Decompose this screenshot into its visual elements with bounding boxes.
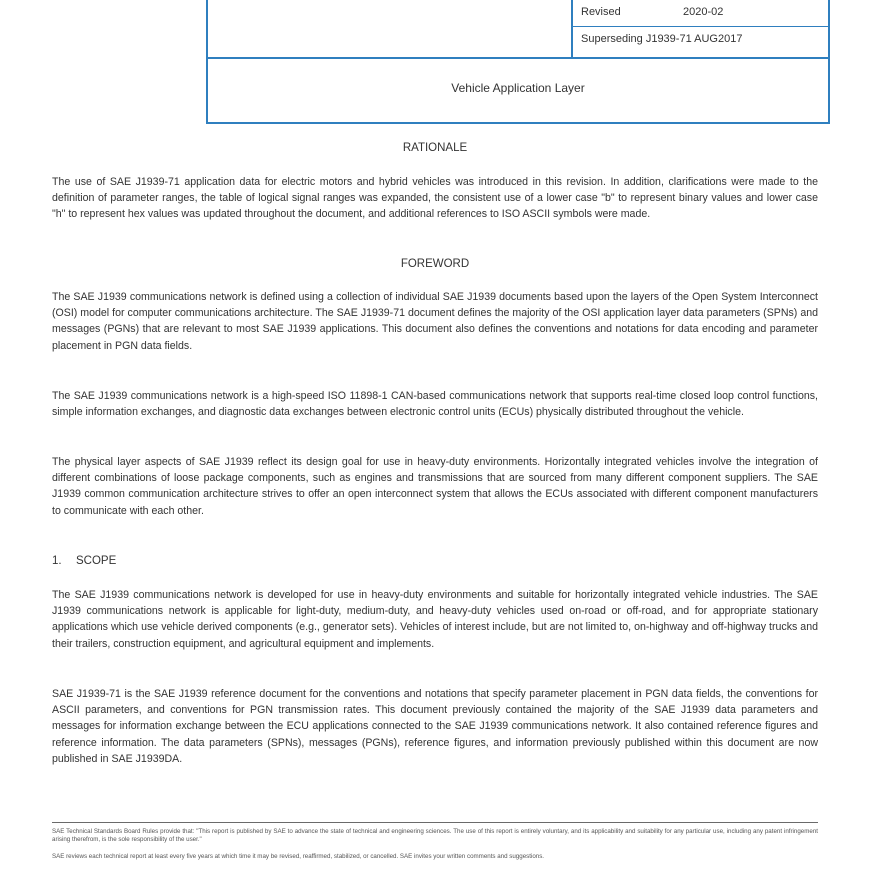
- revised-date: 2020-02: [683, 6, 724, 18]
- superseding-row: [573, 27, 828, 53]
- header-top-row: [208, 0, 828, 59]
- footer-disclaimer: SAE Technical Standards Board Rules provide that: "This report is published by SAE to advance the state of technical and engineering sciences. The use of this report is entirely voluntary, and its applicability and suitability for any particular use, including any patent infringement arising therefrom, is the sole responsibility of the user.": [52, 828, 818, 843]
- foreword-heading: FOREWORD: [400, 258, 470, 270]
- superseding-text: Superseding J1939-71 AUG2017: [581, 33, 743, 45]
- header-revision-cell: [573, 0, 828, 57]
- header-left-cell: [208, 0, 573, 57]
- foreword-paragraph-1: The SAE J1939 communications network is defined using a collection of individual SAE J1939 documents based upon the layers of the Open System Interconnect (OSI) model for computer communications architecture. The SAE J1939-71 document defines the majority of the OSI application layer data parameters (SPNs) and messages (PGNs) that are relevant to most SAE J1939 applications. This document also defines the conventions and notations for data encoding and parameter placement in PGN data fields.: [52, 291, 818, 352]
- foreword-paragraph-3: The physical layer aspects of SAE J1939 reflect its design goal for use in heavy-duty environments. Horizontally integrated vehicles involve the integration of different combinations of loose package components, such as engines and transmissions that are sourced from many different component suppliers. The SAE J1939 common communication architecture strives to offer an open interconnect system that allows the ECUs associated with different component manufacturers to communicate with each other.: [52, 456, 818, 517]
- scope-heading: [52, 555, 116, 567]
- scope-paragraph-2: SAE J1939-71 is the SAE J1939 reference document for the conventions and notations that specify parameter placement in PGN data fields, the conventions for ASCII parameters, and conventions for PGN transmission rates. This document previously contained the majority of the SAE J1939 data parameters and messages for information exchange between the ECU applications connected to the SAE J1939 communications network. It also contained reference figures and reference information. The data parameters (SPNs), messages (PGNs), reference figures, and information previously published within this document are now published in SAE J1939DA.: [52, 688, 818, 765]
- document-title: Vehicle Application Layer: [451, 81, 585, 95]
- footer-divider: [52, 822, 818, 823]
- rationale-heading: RATIONALE: [402, 142, 468, 154]
- revised-label: Revised: [581, 6, 621, 18]
- revised-row: [573, 0, 828, 27]
- scope-section-number: 1.: [52, 555, 62, 567]
- foreword-paragraph-2: The SAE J1939 communications network is a high-speed ISO 11898-1 CAN-based communications network that supports real-time closed loop control functions, simple information exchanges, and diagnostic data exchanges between electronic control units (ECUs) physically distributed throughout the vehicle.: [52, 390, 818, 419]
- scope-paragraph-1: The SAE J1939 communications network is developed for use in heavy-duty environments and suitable for horizontally integrated vehicle industries. The SAE J1939 communications network is applicable for light-duty, medium-duty, and heavy-duty vehicles used on-road or off-road, and for appropriate stationary applications which use vehicle derived components (e.g., generator sets). Vehicles of interest include, but are not limited to, on-highway and off-highway trucks and their trailers, construction equipment, and agricultural equipment and implements.: [52, 589, 818, 650]
- rationale-paragraph: The use of SAE J1939-71 application data for electric motors and hybrid vehicles was introduced in this revision. In addition, clarifications were made to the definition of parameter ranges, the table of logical signal ranges was expanded, the consistent use of a lower case "b" to represent binary values and lower case "h" to represent hex values was updated throughout the document, and additional references to ISO ASCII symbols were made.: [52, 176, 818, 221]
- document-header-box: [206, 0, 830, 124]
- scope-section-title: SCOPE: [76, 555, 117, 567]
- footer-review-note: SAE reviews each technical report at least every five years at which time it may be revised, reaffirmed, stabilized, or cancelled. SAE invites your written comments and suggestions.: [52, 853, 545, 860]
